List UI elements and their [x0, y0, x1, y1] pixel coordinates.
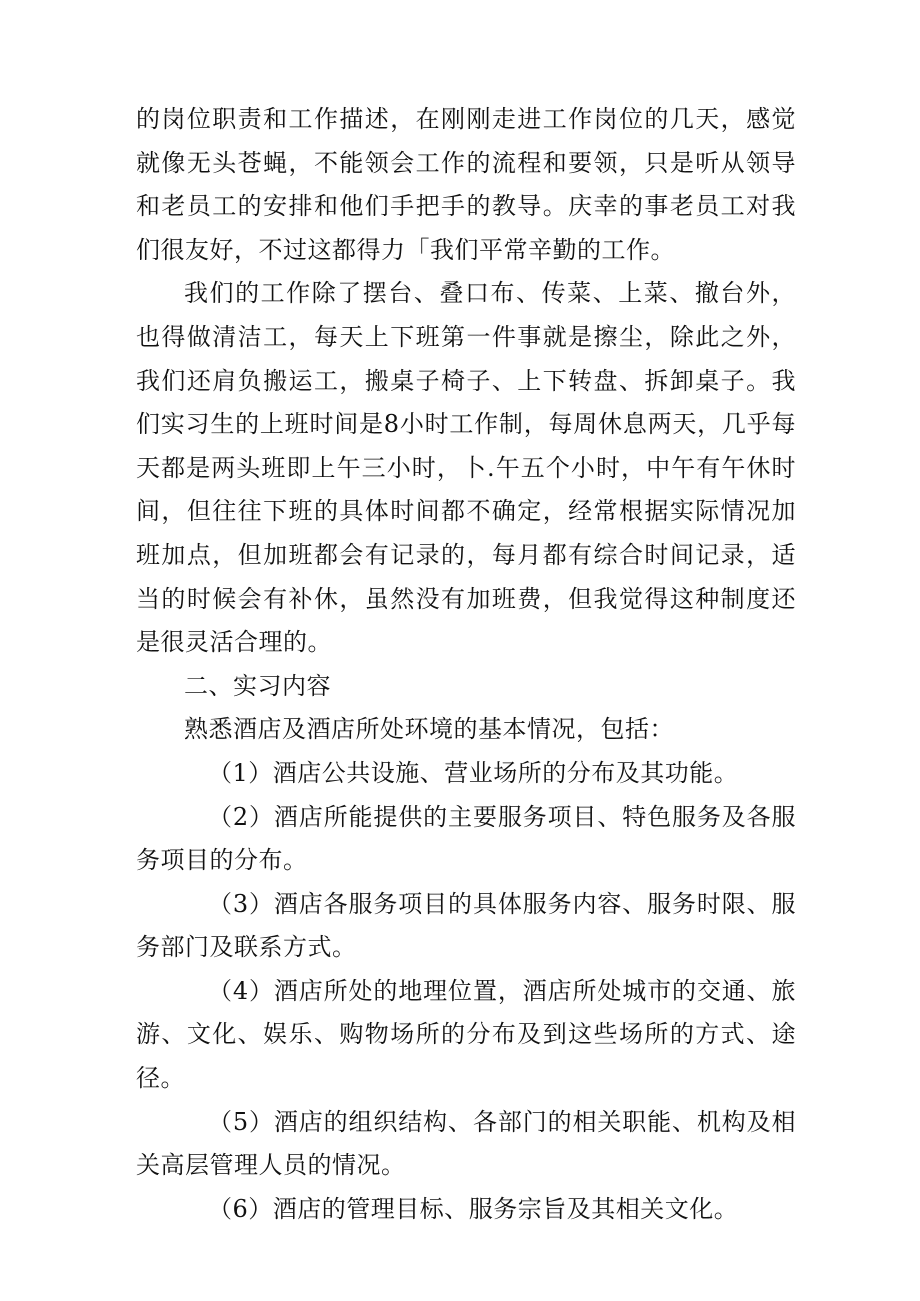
document-body	[136, 98, 796, 1231]
section-heading-internship-content: 二、实习内容	[184, 671, 331, 700]
paragraph-continued: 的岗位职责和工作描述，在刚刚走进工作岗位的几天，感觉就像无头苍蝇，不能领会工作的流程和要领，只是听从领导和老员工的安排和他们手把手的教导。庆幸的事老员工对我们很友好，不过这都得力「我们平常辛勤的工作。	[136, 105, 796, 264]
list-item-6: （6）酒店的管理目标、服务宗旨及其相关文化。	[208, 1194, 739, 1223]
list-item-1: （1）酒店公共设施、营业场所的分布及其功能。	[208, 758, 739, 787]
list-item-3: （3）酒店各服务项目的具体服务内容、服务时限、服务部门及联系方式。	[136, 889, 796, 962]
paragraph-intro-list: 熟悉酒店及酒店所处环境的基本情况，包括：	[184, 715, 674, 744]
list-item-2: （2）酒店所能提供的主要服务项目、特色服务及各服务项目的分布。	[136, 802, 796, 875]
list-item-4: （4）酒店所处的地理位置，酒店所处城市的交通、旅游、文化、娱乐、购物场所的分布及到这些场所的方式、途径。	[136, 976, 796, 1093]
list-item-5: （5）酒店的组织结构、各部门的相关职能、机构及相关高层管理人员的情况。	[136, 1107, 796, 1180]
paragraph-work-duties: 我们的工作除了摆台、叠口布、传菜、上菜、撤台外，也得做清洁工，每天上下班第一件事就是擦尘，除此之外，我们还肩负搬运工，搬桌子椅子、上下转盘、拆卸桌子。我们实习生的上班时间是8小时工作制，每周休息两天，几乎每天都是两头班即上午三小时，卜.午五个小时，中午有午休时间，但往往下班的具体时间都不确定，经常根据实际情况加班加点，但加班都会有记录的，每月都有综合时间记录，适当的时候会有补休，虽然没有加班费，但我觉得这种制度还是很灵活合理的。	[136, 279, 796, 657]
